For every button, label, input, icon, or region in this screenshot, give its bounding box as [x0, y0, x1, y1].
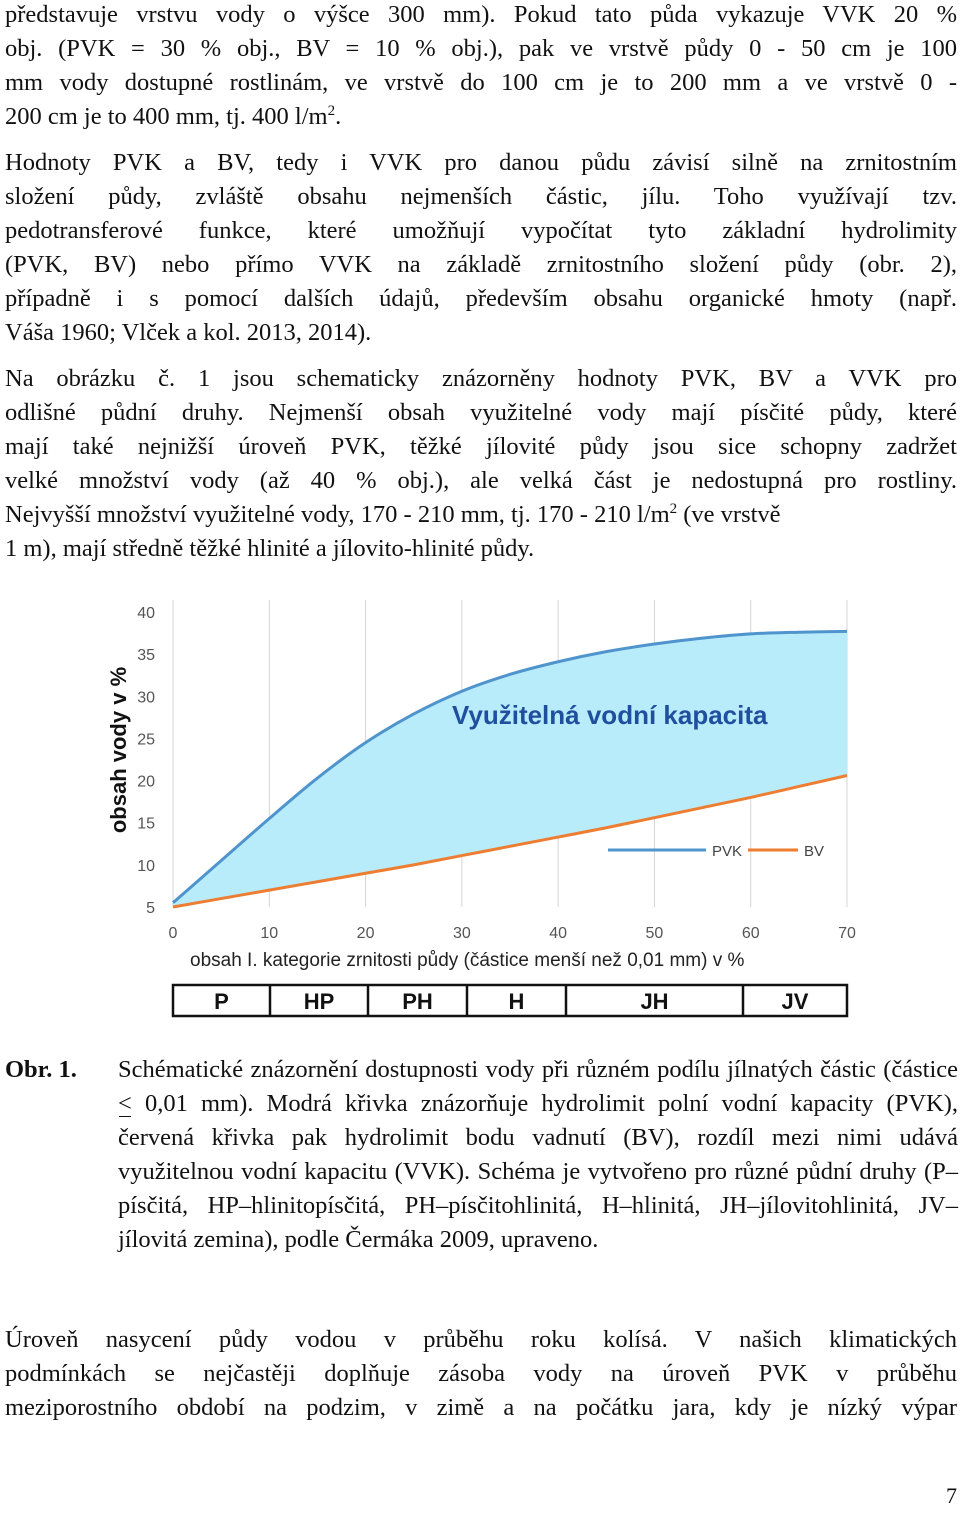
- soil-water-chart: [100, 592, 870, 1032]
- text-line: Váša 1960; Vlček a kol. 2013, 2014).: [5, 319, 372, 346]
- superscript: 2: [327, 103, 336, 119]
- legend-pvk-label: PVK: [712, 843, 743, 860]
- y-tick-label: 25: [137, 731, 155, 749]
- text-line: mají také nejnižší úroveň PVK, těžké jílovité půdy jsou sice schopny zadržet: [5, 433, 957, 460]
- y-tick-label: 10: [137, 857, 155, 875]
- soil-class-bar: [173, 985, 847, 1016]
- x-tick-label: 40: [549, 925, 568, 942]
- x-tick-label: 60: [741, 925, 760, 942]
- figure-caption-label: Obr. 1.: [5, 1056, 77, 1083]
- superscript: 2: [669, 501, 678, 517]
- less-equal-symbol: <: [118, 1087, 132, 1121]
- y-axis-label: obsah vody v %: [106, 666, 131, 834]
- paragraph-figure-description: [5, 362, 957, 566]
- text-line: odlišné půdní druhy. Nejmenší obsah využitelné vody mají písčité půdy, které: [5, 399, 957, 426]
- y-tick-label: 15: [137, 815, 155, 833]
- paragraph-saturation: [5, 1323, 957, 1425]
- soil-class-label: JH: [640, 989, 669, 1014]
- soil-class-label: P: [214, 989, 229, 1014]
- legend: [608, 843, 824, 860]
- x-tick-label: 70: [838, 925, 856, 942]
- soil-class-label: HP: [303, 989, 335, 1014]
- text-line: meziporostního období na podzim, v zimě a na počátku jara, kdy je nízký výpar: [5, 1394, 957, 1421]
- soil-class-label: PH: [402, 989, 433, 1014]
- text-line: podmínkách se nejčastěji doplňuje zásoba vody na úroveň PVK v průběhu: [5, 1360, 957, 1387]
- text-line: Nejvyšší množství využitelné vody, 170 - 210 mm, tj. 170 - 210 $l/m^2$ (ve vrstvě: [5, 501, 781, 528]
- x-tick-label: 30: [452, 925, 471, 942]
- chart-title: Využitelná vodní kapacita: [452, 700, 768, 730]
- y-tick-label: 35: [137, 647, 155, 665]
- text-line: pedotransferové funkce, které umožňují vypočítat tyto základní hydrolimity: [5, 217, 957, 244]
- paragraph-intro: [5, 0, 957, 134]
- text-line: velké množství vody (až 40 % obj.), ale velká část je nedostupná pro rostliny.: [5, 467, 957, 494]
- x-axis-label: obsah I. kategorie zrnitosti půdy (částice menší než 0,01 mm) v %: [190, 950, 745, 971]
- soil-class-label: H: [508, 989, 525, 1014]
- y-tick-labels: [137, 605, 155, 917]
- figure-caption: Schématické znázornění dostupnosti vody při různém podílu jílnatých částic (částice < 0,01 mm). Modrá křivka znázorňuje hydrolimit polní vodní kapacity (PVK), červená křivka pak hydrolimit bodu vadnutí (BV), rozdíl mezi nimi udává využitelnou vodní kapacitu (VVK). Schéma je vytvořeno pro různé půdní druhy (P–písčitá, HP–hlinitopísčitá, PH–písčitohlinitá, H–hlinitá, JH–jílovitohlinitá, JV–jílovitá zemina), podle Čermáka 2009, upraveno.: [118, 1056, 958, 1253]
- x-tick-label: 10: [260, 925, 279, 942]
- text-line: 1 m), mají středně těžké hlinité a jílovito-hlinité půdy.: [5, 535, 535, 562]
- text-line: 200 cm je to 400 mm, tj. 400 $l/m^2$.: [5, 103, 342, 130]
- text-line: případně i s pomocí dalších údajů, především obsahu organické hmoty (např.: [5, 285, 957, 312]
- x-tick-label: 0: [168, 925, 178, 942]
- text-line: složení půdy, zvláště obsahu nejmenších částic, jílu. Toho využívají tzv.: [5, 183, 957, 210]
- x-tick-labels: [169, 925, 856, 942]
- text-line: mm vody dostupné rostlinám, ve vrstvě do 100 cm je to 200 mm a ve vrstvě 0 -: [5, 69, 957, 96]
- text-line: Hodnoty PVK a BV, tedy i VVK pro danou půdu závisí silně na zrnitostním: [5, 149, 957, 176]
- text-line: Na obrázku č. 1 jsou schematicky znázorněny hodnoty PVK, BV a VVK pro: [5, 365, 957, 392]
- x-tick-label: 50: [645, 925, 664, 942]
- paragraph-pedotransfer: [5, 146, 957, 350]
- soil-class-label: JV: [781, 989, 809, 1014]
- text-line: představuje vrstvu vody o výšce 300 mm). Pokud tato půda vykazuje VVK 20 %: [5, 1, 957, 28]
- x-tick-label: 20: [356, 925, 375, 942]
- text-line: Úroveň nasycení půdy vodou v průběhu roku kolísá. V našich klimatických: [5, 1326, 957, 1353]
- text-line: (PVK, BV) nebo přímo VVK na základě zrnitostního složení půdy (obr. 2),: [5, 251, 957, 278]
- y-tick-label: 5: [146, 900, 155, 917]
- legend-bv-label: BV: [804, 843, 825, 860]
- text-line: obj. (PVK = 30 % obj., BV = 10 % obj.), pak ve vrstvě půdy 0 - 50 cm je 100: [5, 35, 957, 62]
- y-tick-label: 20: [137, 773, 155, 791]
- y-tick-label: 30: [137, 689, 155, 707]
- y-tick-label: 40: [137, 605, 155, 622]
- available-water-area: [173, 631, 847, 907]
- page-number: 7: [946, 1483, 957, 1508]
